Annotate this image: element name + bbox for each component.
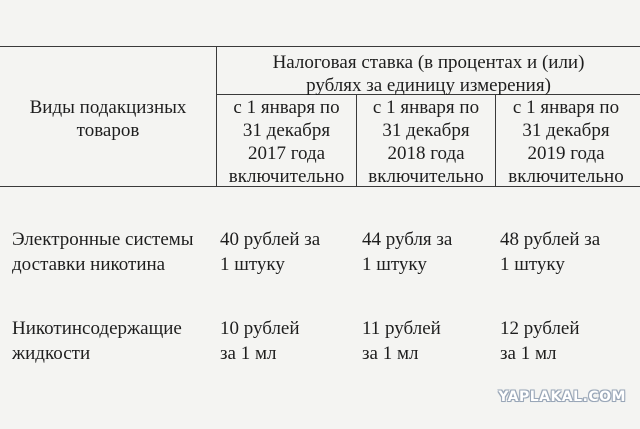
header-period-line: с 1 января по	[512, 97, 620, 118]
value-line: 1 штуку	[500, 254, 565, 275]
header-period-2017	[217, 96, 356, 188]
header-period-line: включительно	[228, 166, 345, 187]
header-goods-type-line: товаров	[76, 120, 140, 141]
value-line: 1 штуку	[362, 254, 427, 275]
value-line: 40 рублей за	[220, 229, 321, 250]
row-value-2019	[500, 316, 580, 366]
value-line: 12 рублей	[500, 318, 580, 339]
row-value-2018	[362, 316, 441, 366]
value-line: 10 рублей	[220, 318, 300, 339]
row-name-liquids	[12, 316, 182, 366]
header-goods-type	[0, 96, 216, 142]
header-period-line: 31 декабря	[522, 120, 610, 141]
table-top-rule	[0, 46, 640, 47]
value-line: за 1 мл	[500, 343, 557, 364]
row-value-2017	[220, 227, 320, 277]
row-value-2018	[362, 227, 452, 277]
row-name-line: Никотинсодержащие	[12, 318, 182, 339]
header-period-line: 31 декабря	[242, 120, 331, 141]
row-name-line: жидкости	[12, 343, 91, 364]
header-tax-rate-line: Налоговая ставка (в процентах и (или)	[272, 52, 585, 73]
header-period-line: с 1 января по	[372, 97, 480, 118]
row-value-2017	[220, 316, 300, 366]
header-period-2018	[357, 96, 495, 188]
header-period-line: 2018 года	[387, 143, 465, 164]
row-value-2019	[500, 227, 600, 277]
header-goods-type-line: Виды подакцизных	[29, 97, 187, 118]
header-tax-rate-line: рублях за единицу измерения)	[306, 75, 551, 96]
header-period-line: 2019 года	[527, 143, 605, 164]
value-line: 1 штуку	[220, 254, 285, 275]
header-tax-rate	[217, 51, 640, 97]
value-line: за 1 мл	[362, 343, 419, 364]
value-line: 11 рублей	[362, 318, 441, 339]
header-period-line: с 1 января по	[233, 97, 340, 118]
header-period-line: 31 декабря	[382, 120, 470, 141]
value-line: 44 рубля за	[362, 229, 453, 250]
value-line: за 1 мл	[220, 343, 277, 364]
value-line: 48 рублей за	[500, 229, 601, 250]
row-name-e-systems	[12, 227, 194, 277]
header-period-line: включительно	[368, 166, 484, 187]
watermark-logo: YAPLAKAL.COM	[498, 389, 626, 405]
header-period-line: 2017 года	[247, 143, 326, 164]
header-period-line: включительно	[508, 166, 624, 187]
header-period-2019	[496, 96, 636, 188]
row-name-line: Электронные системы	[12, 229, 194, 250]
row-name-line: доставки никотина	[12, 254, 166, 275]
